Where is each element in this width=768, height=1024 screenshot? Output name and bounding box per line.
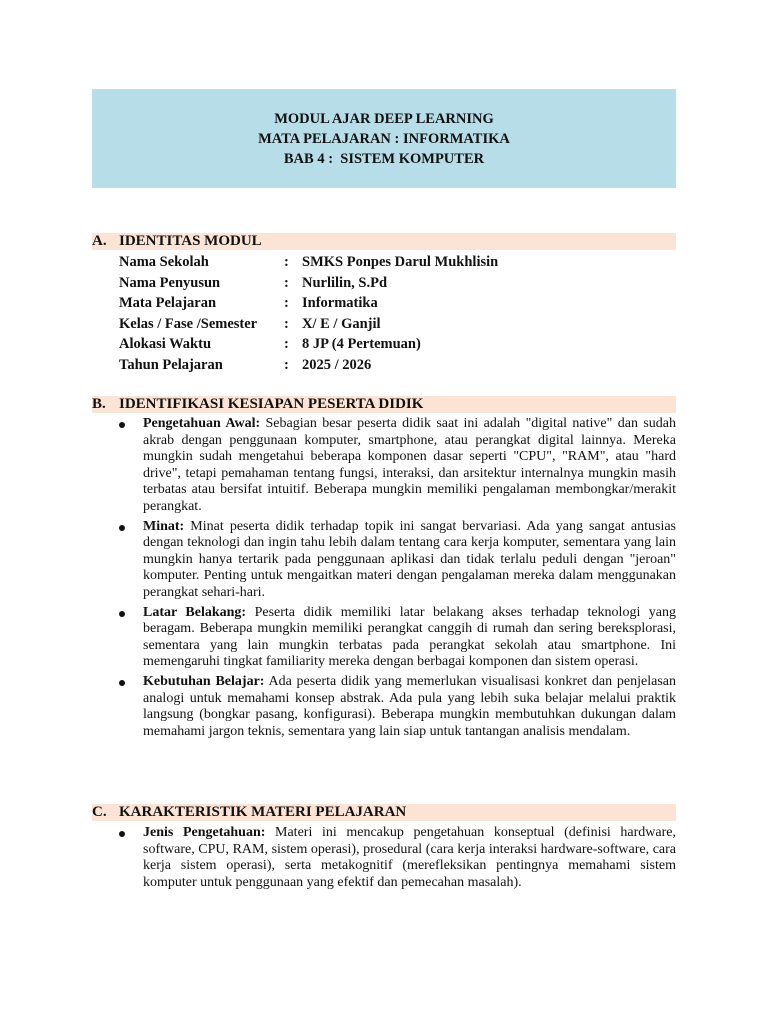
bullet-term: Minat:: [143, 518, 185, 534]
identity-value: Nurlilin, S.Pd: [302, 274, 388, 291]
section-b-heading: [92, 396, 676, 413]
bullet-term: Kebutuhan Belajar:: [143, 673, 265, 689]
bullet-term: Jenis Pengetahuan:: [143, 825, 266, 840]
section-c-heading: [92, 804, 676, 821]
identity-colon: :: [284, 274, 289, 291]
section-a-title: IDENTITAS MODUL: [119, 233, 262, 249]
bullet-text: Sebagian besar peserta didik saat ini adalah "digital native" dan sudah akrab dengan penggunaan komputer, smartphone, atau perangkat digital lainnya. Mereka mungkin sudah mengetahui beberapa komponen dasar seperti "CPU", "RAM", atau "hard drive", tetapi pemahaman tentang fungsi, interaksi, dan arsitektur internalnya mungkin masih terbatas atau bersifat intuitif. Beberapa mungkin memiliki pengalaman membongkar/merakit perangkat.: [143, 416, 677, 514]
module-title-box: [92, 89, 676, 188]
identity-label: Kelas / Fase /Semester: [119, 315, 258, 332]
section-a-heading: [92, 233, 676, 250]
bullet-text: Minat peserta didik terhadap topik ini sangat bervariasi. Ada yang sangat antusias dengan teknologi dan ingin tahu lebih dalam tentang cara kerja komputer, sementara yang lain mungkin hanya tertarik pada penggunaan aplikasi dan tidak terlalu peduli dengan "jeroan" komputer. Penting untuk mengaitkan materi dengan pengalaman mereka dalam menggunakan perangkat sehari-hari.: [143, 518, 676, 600]
bullet-text: Peserta didik memiliki latar belakang akses terhadap teknologi yang beragam. Beberapa mungkin memiliki perangkat canggih di rumah dan sering bereksplorasi, sementara yang lain mungkin terbatas pada perangkat sekolah atau smartphone. Ini memengaruhi tingkat familiarity mereka dengan berbagai komponen dan sistem operasi.: [143, 604, 677, 670]
identity-value: SMKS Ponpes Darul Mukhlisin: [302, 254, 499, 270]
list-item: [143, 519, 676, 602]
section-b-letter: B.: [92, 396, 106, 412]
section-a-letter: A.: [92, 233, 107, 249]
identity-value: Informatika: [302, 295, 378, 311]
bullet-icon: [119, 831, 125, 837]
identity-label: Tahun Pelajaran: [119, 356, 223, 373]
list-item: [143, 825, 676, 891]
title-line-1: MODUL AJAR DEEP LEARNING: [274, 110, 494, 127]
section-c-title: KARAKTERISTIK MATERI PELAJARAN: [119, 804, 407, 820]
list-item: [143, 674, 676, 740]
bullet-icon: [119, 525, 125, 531]
list-item: [143, 416, 676, 516]
identity-value: 8 JP (4 Pertemuan): [302, 336, 421, 352]
identity-colon: :: [284, 336, 289, 352]
identity-label: Mata Pelajaran: [119, 295, 217, 311]
identity-label: Nama Penyusun: [119, 274, 221, 291]
bullet-icon: [119, 422, 125, 428]
bullet-term: Pengetahuan Awal:: [143, 416, 261, 431]
section-b-list: [143, 416, 676, 743]
bullet-icon: [119, 611, 125, 617]
identity-colon: :: [284, 356, 289, 373]
bullet-text: Materi ini mencakup pengetahuan konseptual (definisi hardware, software, CPU, RAM, sistem operasi), prosedural (cara kerja interaksi hardware-software, cara kerja sistem operasi), serta metakognitif (merefleksikan pentingnya memahami sistem komputer untuk penggunaan yang efektif dan pemecahan masalah).: [143, 825, 676, 890]
section-c-letter: C.: [92, 804, 107, 820]
section-b-title: IDENTIFIKASI KESIAPAN PESERTA DIDIK: [119, 396, 424, 412]
identity-label: Alokasi Waktu: [119, 336, 212, 352]
identity-label: Nama Sekolah: [119, 254, 209, 270]
identity-colon: :: [284, 254, 289, 270]
identity-colon: :: [284, 315, 289, 332]
bullet-term: Latar Belakang:: [143, 604, 247, 620]
identity-value: X/ E / Ganjil: [302, 315, 381, 332]
title-line-3: BAB 4 : SISTEM KOMPUTER: [283, 150, 485, 167]
list-item: [143, 605, 676, 671]
identity-value: 2025 / 2026: [302, 356, 372, 373]
section-c-list: [143, 825, 676, 894]
title-line-2: MATA PELAJARAN : INFORMATIKA: [258, 130, 510, 147]
bullet-text: Ada peserta didik yang memerlukan visualisasi konkret dan penjelasan analogi untuk memahami konsep abstrak. Ada pula yang lebih suka belajar melalui praktik langsung (bongkar pasang, konfigurasi). Beberapa mungkin membutuhkan dukungan dalam memahami jargon teknis, sementara yang lain siap untuk tantangan analisis mendalam.: [143, 673, 676, 739]
identity-colon: :: [284, 295, 289, 311]
bullet-icon: [119, 680, 125, 686]
